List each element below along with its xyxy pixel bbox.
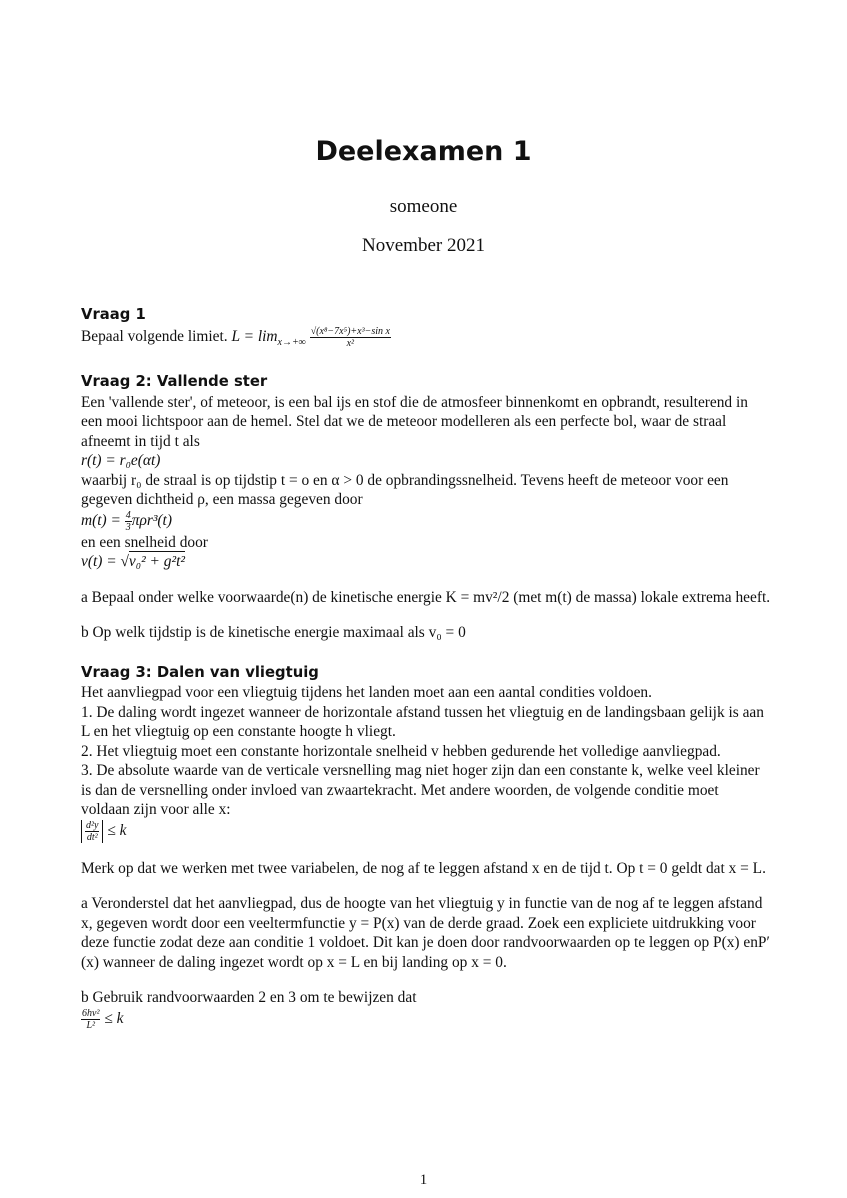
question-3-note: Merk op dat we werken met twee variabelen, de nog af te leggen afstand x en de tijd t. Op t = 0 geldt dat x = L.	[81, 859, 766, 877]
mass-fraction	[125, 510, 132, 533]
question-3-heading: Vraag 3: Dalen van vliegtuig	[81, 663, 319, 681]
question-2-part-a: a Bepaal onder welke voorwaarde(n) de kinetische energie K = mv²/2 (met m(t) de massa) lokale extrema heeft.	[81, 588, 771, 606]
question-1-instruction: Bepaal volgende limiet.	[81, 327, 228, 345]
limit-formula	[231, 325, 391, 349]
condition-3: 3. De absolute waarde van de verticale versnelling mag niet hoger zijn dan een constante k, welke veel kleiner is dan de versnelling onder invloed van zwaartekracht. Met andere woorden, de volgende conditie moet voldaan zijn voor alle x:	[81, 762, 760, 819]
final-fraction-den: L²	[86, 1019, 95, 1031]
limit-fraction	[310, 326, 391, 349]
speed-text: en een snelheid door	[81, 533, 208, 551]
question-3-part-a: a Veronderstel dat het aanvliegpad, dus de hoogte van het vliegtuig y in functie van de nog af te leggen afstand x, gegeven wordt door een veeltermfunctie y = P(x) van de derde graad. Zoek een expliciete uitdrukking voor deze functie zodat deze aan conditie 1 voldoet. Dit kan je doen door randvoorwaarden op te leggen op P(x) enP′(x) wanneer de daling ingezet wordt op x = L en bij landing op x = 0.	[81, 895, 770, 971]
mass-formula	[81, 510, 771, 533]
question-1-heading: Vraag 1	[81, 306, 146, 323]
page-title: Deelexamen 1	[315, 136, 532, 167]
second-derivative	[85, 820, 99, 843]
question-2-where: waarbij r₀ de straal is op tijdstip t = o en α > 0 de opbrandingssnelheid. Tevens heeft de meteoor voor een gegeven dichtheid ρ, een massa gegeven door	[81, 471, 729, 509]
condition-2: 2. Het vliegtuig moet een constante horizontale snelheid v hebben gedurende het volledige aanvliegpad.	[81, 742, 721, 760]
final-fraction	[81, 1008, 100, 1031]
second-derivative-num: d²y	[86, 819, 99, 831]
final-fraction-num: 6hv²	[82, 1007, 100, 1019]
question-2-part-b: b Op welk tijdstip is de kinetische energie maximaal als v₀ = 0	[81, 624, 466, 642]
acceleration-inequality	[81, 820, 771, 843]
condition-1: 1. De daling wordt ingezet wanneer de horizontale afstand tussen het vliegtuig en de landingsbaan gelijk is aan L en het vliegtuig op een constante hoogte h vliegt.	[81, 703, 764, 741]
question-3-part-b: b Gebruik randvoorwaarden 2 en 3 om te bewijzen dat	[81, 989, 417, 1007]
mass-rhs: πρr³(t)	[131, 511, 172, 529]
second-derivative-den: dt²	[86, 831, 98, 843]
speed-root: v₀² + g²t²	[128, 553, 185, 571]
final-rhs: ≤ k	[104, 1009, 124, 1027]
absolute-value	[81, 820, 103, 843]
speed-lhs: v(t) =	[81, 553, 117, 571]
author: someone	[389, 196, 458, 217]
final-inequality	[81, 1008, 771, 1031]
question-2-heading: Vraag 2: Vallende ster	[81, 373, 268, 391]
exam-content	[81, 305, 771, 1031]
mass-lhs: m(t) =	[81, 511, 121, 529]
mass-fraction-num: 4	[125, 509, 131, 521]
page-number: 1	[419, 1172, 428, 1188]
question-1-text	[81, 326, 771, 353]
limit-lhs: L = lim	[231, 327, 278, 345]
mass-fraction-den: 3	[125, 521, 131, 533]
date: November 2021	[362, 235, 485, 256]
inequality-rhs: ≤ k	[107, 821, 127, 839]
limit-numerator: √(x⁸−7x⁵)+x³−sin x	[310, 325, 390, 337]
question-2-intro: Een 'vallende ster', of meteoor, is een bal ijs en stof die de atmosfeer binnenkomt en opbrandt, resulterend in een mooi lichtspoor aan de hemel. Stel dat we de meteoor modelleren als een perfecte bol, waar de straal afneemt in tijd t als	[81, 393, 748, 450]
question-3-intro: Het aanvliegpad voor een vliegtuig tijdens het landen moet aan een aantal condities voldoen.	[81, 684, 652, 702]
limit-subscript: x→+∞	[277, 336, 306, 348]
speed-formula: v(t) = √v₀² + g²t²	[81, 553, 185, 571]
radius-formula: r(t) = r₀e(αt)	[81, 452, 161, 470]
limit-denominator: x²	[346, 337, 355, 349]
